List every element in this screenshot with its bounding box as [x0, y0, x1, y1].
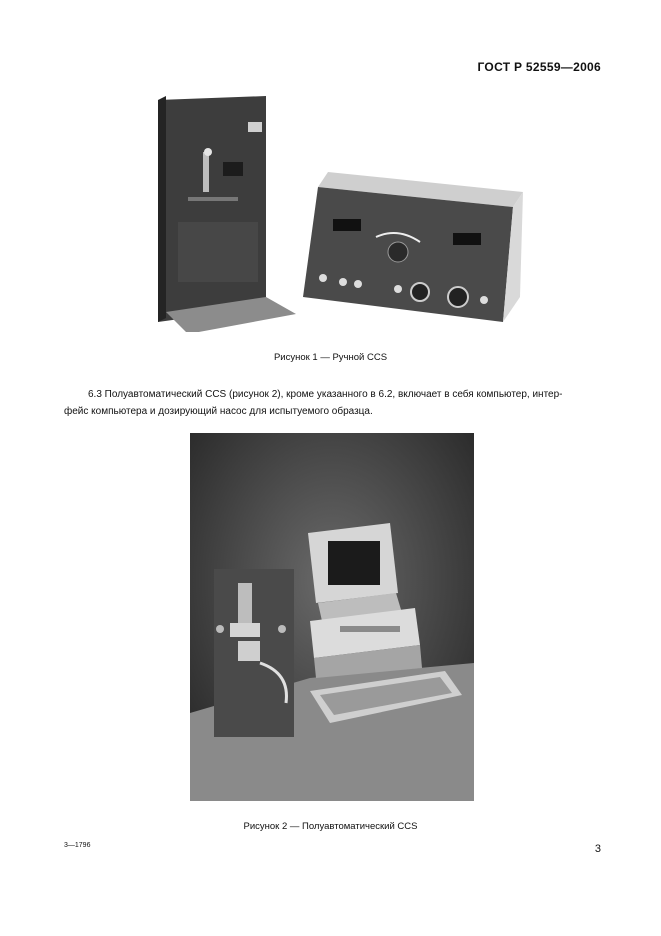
- figure-2-photo: [190, 433, 474, 801]
- print-order-code: 3—1796: [64, 842, 91, 849]
- figure-1-photo: [148, 92, 533, 332]
- paragraph-line-2: фейс компьютера и дозирующий насос для испытуемого образца.: [64, 406, 373, 417]
- document-header: ГОСТ Р 52559—2006: [477, 60, 601, 74]
- section-6-3-paragraph: [64, 386, 604, 420]
- figure-1-caption: Рисунок 1 — Ручной CCS: [273, 352, 388, 363]
- figure-2-caption: Рисунок 2 — Полуавтоматический CCS: [243, 821, 418, 832]
- paragraph-line-1: 6.3 Полуавтоматический CCS (рисунок 2), кроме указанного в 6.2, включает в себя компьютер, интер-: [88, 389, 563, 400]
- page-number: 3: [594, 843, 601, 855]
